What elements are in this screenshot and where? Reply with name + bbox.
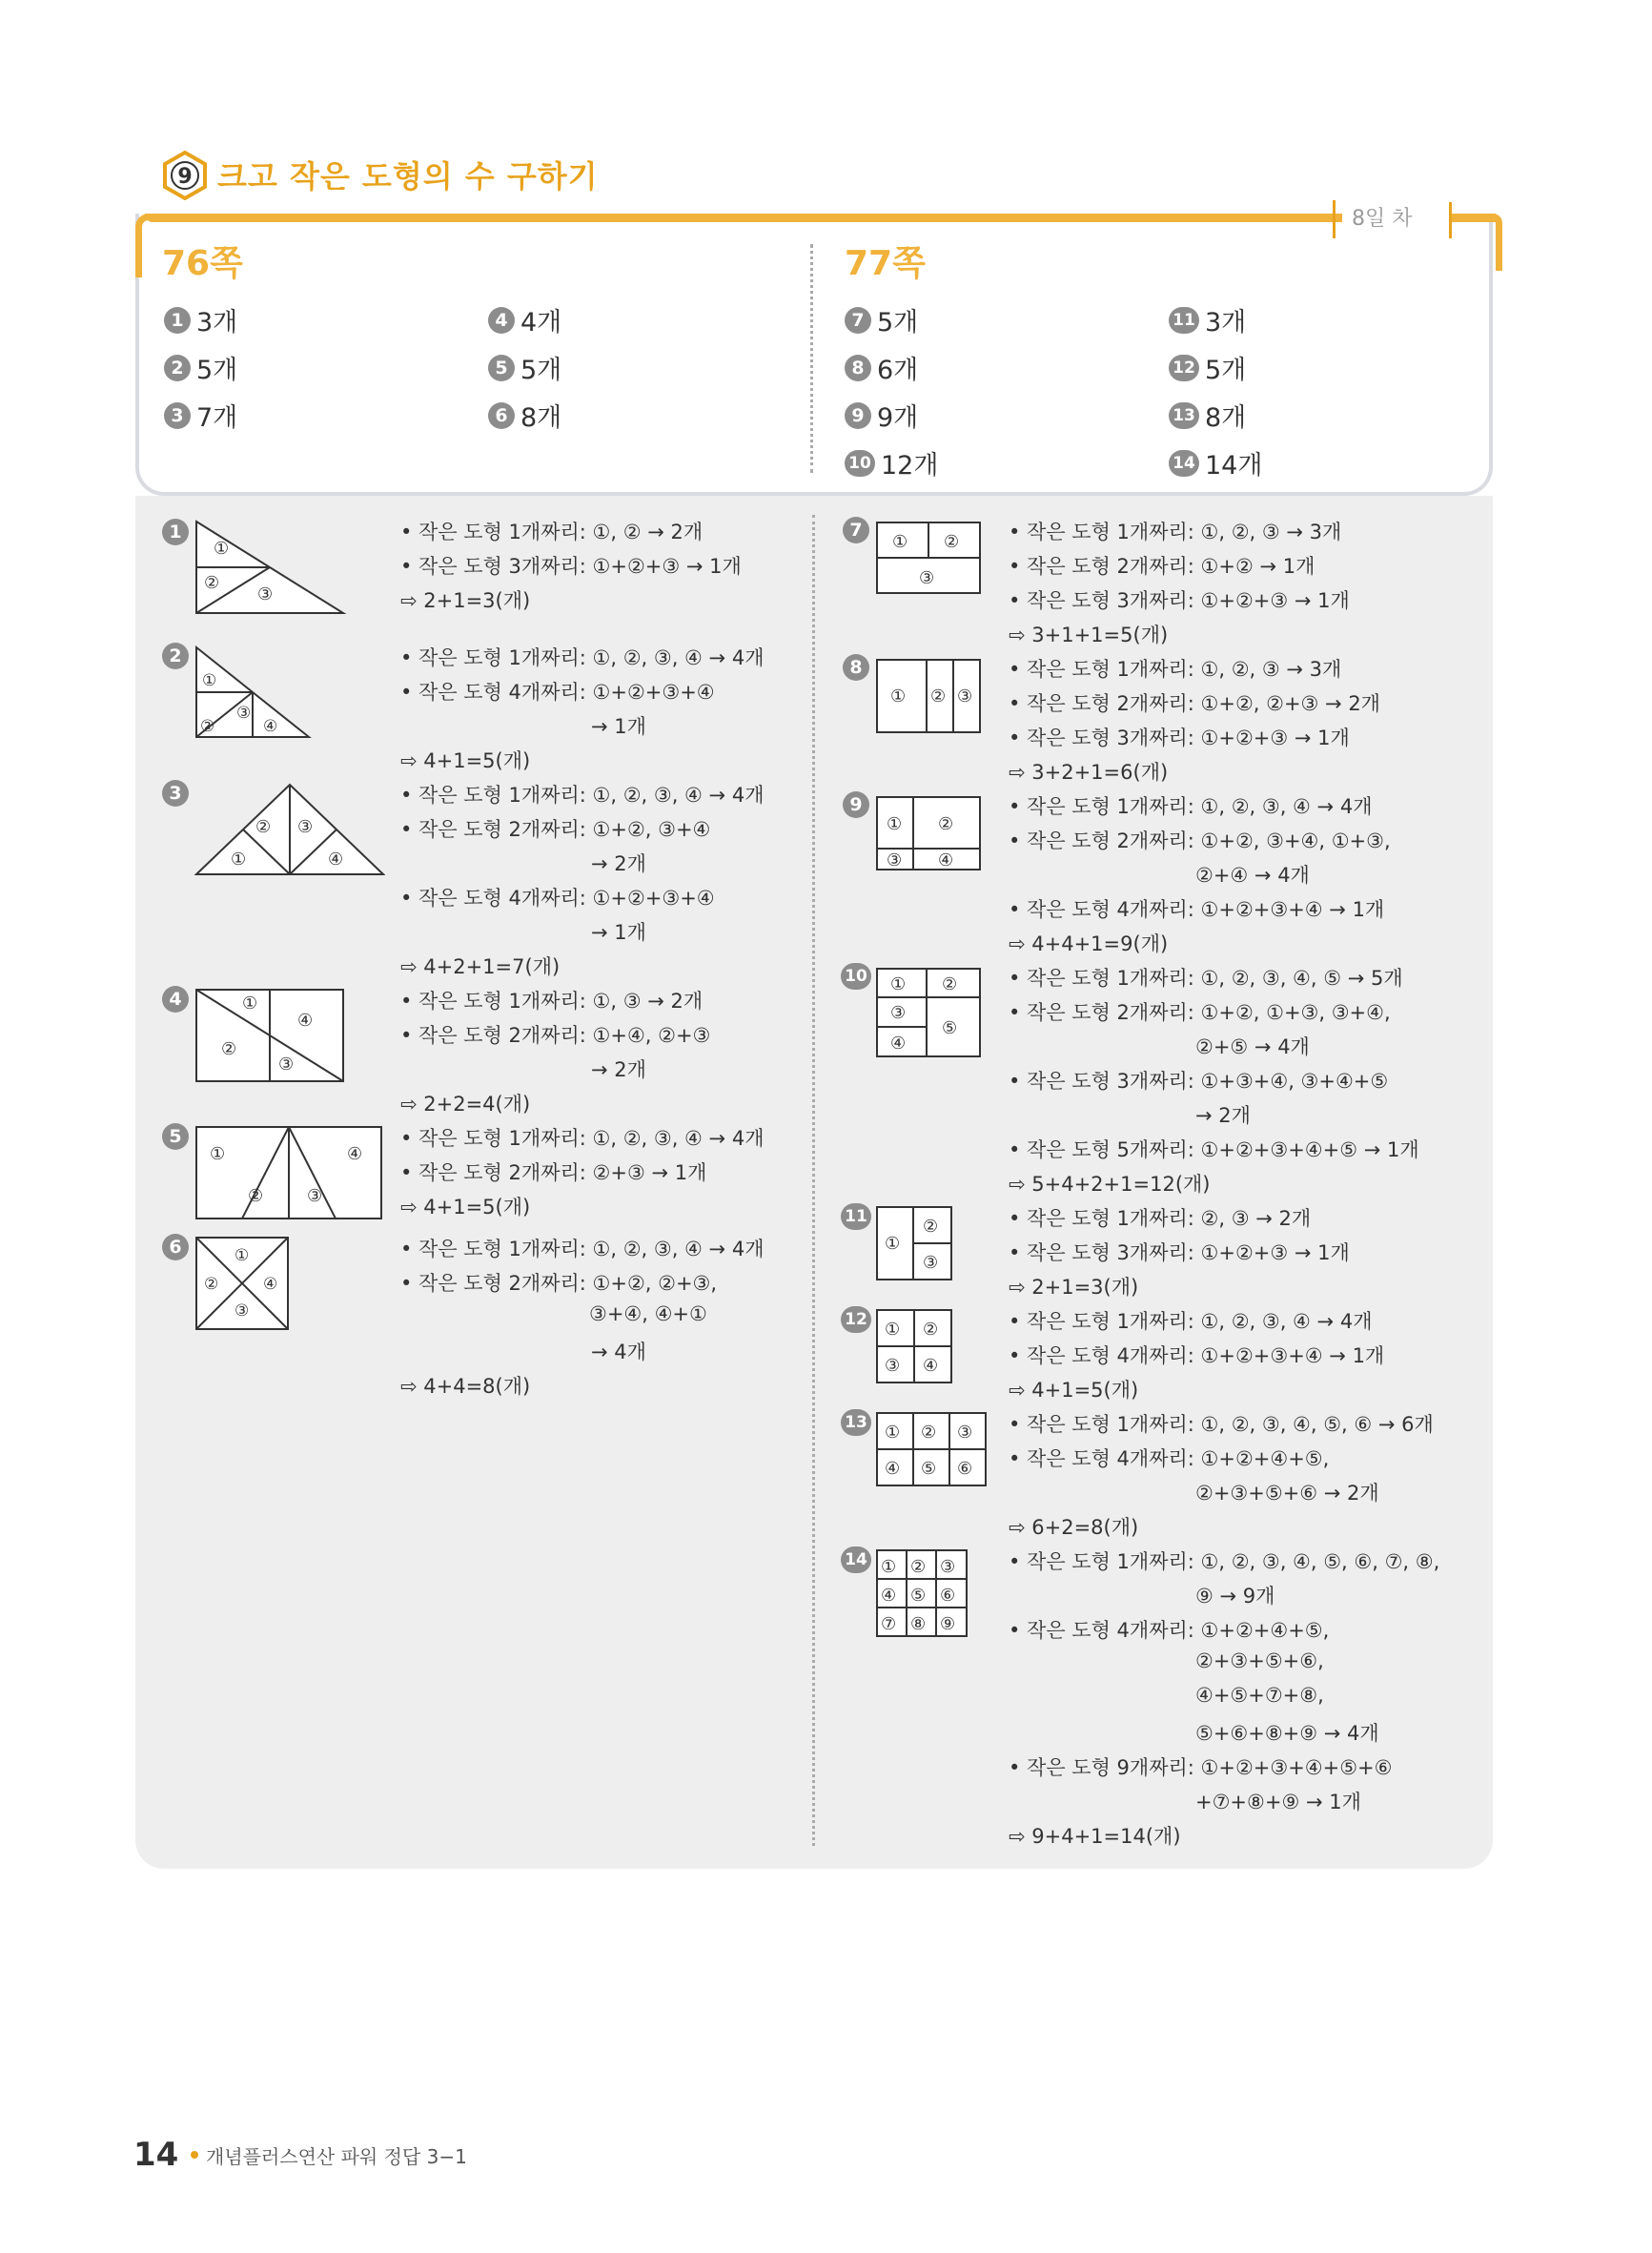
- explanation-line: • 작은 도형 2개짜리: ①+②, ②+③,: [400, 1272, 718, 1295]
- svg-text:①: ①: [885, 1234, 901, 1254]
- svg-text:③: ③: [307, 1186, 323, 1206]
- explanation-line: → 2개: [591, 1058, 646, 1081]
- svg-text:③: ③: [887, 850, 903, 870]
- svg-text:④: ④: [297, 1011, 314, 1031]
- problem-number: 7: [843, 517, 869, 543]
- svg-text:①: ①: [242, 993, 258, 1014]
- explanation-line: ⇨ 4+2+1=7(개): [400, 955, 561, 978]
- svg-text:①: ①: [892, 532, 908, 552]
- svg-text:④: ④: [347, 1144, 363, 1164]
- explanation-line: • 작은 도형 1개짜리: ②, ③ → 2개: [1009, 1207, 1312, 1230]
- svg-text:②: ②: [248, 1186, 264, 1206]
- answer-item: [845, 349, 918, 386]
- explanation-line: • 작은 도형 2개짜리: ①+②, ③+④: [400, 818, 711, 841]
- svg-text:①: ①: [235, 1246, 250, 1265]
- explanation-line: • 작은 도형 1개짜리: ①, ②, ③, ④ → 4개: [1009, 1310, 1373, 1333]
- svg-text:①: ①: [231, 850, 247, 870]
- section-number: 9: [177, 165, 193, 189]
- svg-text:⑤: ⑤: [921, 1459, 937, 1479]
- answer-item: [845, 444, 938, 481]
- explanation-line: ②+⑤ → 4개: [1195, 1035, 1310, 1058]
- explanation-line: ②+④ → 4개: [1195, 864, 1310, 887]
- svg-text:②: ②: [942, 974, 958, 994]
- svg-text:③: ③: [236, 704, 252, 723]
- explanation-line: • 작은 도형 4개짜리: ①+②+④+⑤,: [1009, 1619, 1330, 1642]
- svg-text:④: ④: [923, 1356, 939, 1376]
- answer-value: 7개: [196, 403, 238, 433]
- explanation-line: • 작은 도형 2개짜리: ①+②, ①+③, ③+④,: [1009, 1001, 1391, 1024]
- explanation-line: • 작은 도형 3개짜리: ①+②+③ → 1개: [400, 555, 742, 578]
- explanation-line: • 작은 도형 1개짜리: ①, ③ → 2개: [400, 990, 704, 1013]
- answer-item: [1169, 301, 1246, 338]
- problem-number: 3: [162, 780, 189, 807]
- answer-number: 8: [845, 355, 871, 381]
- frame-tick-left: [1333, 200, 1336, 238]
- explanation-line: ⇨ 2+1=3(개): [400, 589, 531, 612]
- figure-8: [875, 658, 982, 736]
- svg-text:②: ②: [204, 573, 220, 593]
- explanation-line: ⇨ 4+4=8(개): [400, 1375, 531, 1398]
- figure-11: [875, 1205, 955, 1283]
- frame-corner-right: [1482, 214, 1502, 271]
- explanation-line: ⇨ 6+2=8(개): [1009, 1516, 1139, 1539]
- figure-12: [875, 1308, 955, 1386]
- answer-divider: [810, 244, 813, 473]
- explanation-line: +⑦+⑧+⑨ → 1개: [1195, 1791, 1361, 1813]
- svg-text:③: ③: [235, 1301, 250, 1321]
- explanation-line: • 작은 도형 2개짜리: ①+④, ②+③: [400, 1024, 711, 1047]
- answer-item: [164, 349, 237, 386]
- svg-text:①: ①: [881, 1557, 897, 1577]
- answer-item: [488, 397, 561, 434]
- figure-10: [875, 967, 982, 1060]
- answer-value: 5개: [1205, 356, 1247, 385]
- svg-text:④: ④: [938, 850, 954, 870]
- svg-text:②: ②: [944, 532, 960, 552]
- svg-text:①: ①: [210, 1144, 226, 1164]
- answer-number: 14: [1169, 450, 1199, 477]
- page-heading-right: 77쪽: [845, 244, 926, 283]
- explanation-line: ⇨ 9+4+1=14(개): [1009, 1825, 1181, 1848]
- explanation-line: • 작은 도형 5개짜리: ①+②+③+④+⑤ → 1개: [1009, 1138, 1419, 1161]
- svg-text:②: ②: [938, 814, 954, 834]
- svg-text:④: ④: [881, 1586, 897, 1606]
- svg-text:③: ③: [257, 584, 274, 604]
- problem-number: 13: [841, 1409, 871, 1436]
- explanation-line: → 2개: [591, 852, 646, 875]
- figure-5: [194, 1125, 385, 1220]
- explanation-line: ③+④, ④+①: [589, 1302, 707, 1325]
- answer-item: [488, 349, 561, 386]
- explanation-line: ②+③+⑤+⑥ → 2개: [1195, 1482, 1379, 1505]
- answer-number: 1: [164, 307, 191, 334]
- svg-text:①: ①: [202, 671, 217, 690]
- answer-value: 3개: [196, 308, 238, 338]
- answer-value: 6개: [877, 356, 919, 385]
- explanation-line: ⇨ 4+1=5(개): [400, 749, 531, 772]
- explanation-line: → 2개: [1195, 1104, 1251, 1127]
- figure-3: [194, 783, 385, 878]
- explanation-line: • 작은 도형 2개짜리: ①+②, ③+④, ①+③,: [1009, 830, 1391, 852]
- answer-number: 9: [845, 402, 871, 429]
- explanation-line: • 작은 도형 4개짜리: ①+②+③+④ → 1개: [1009, 1344, 1385, 1367]
- answer-frame: [135, 214, 1493, 496]
- explanation-line: → 4개: [591, 1341, 646, 1363]
- svg-text:④: ④: [885, 1459, 901, 1479]
- explanation-line: • 작은 도형 1개짜리: ①, ②, ③, ④ → 4개: [400, 646, 765, 669]
- answer-value: 5개: [877, 308, 919, 338]
- svg-text:⑤: ⑤: [942, 1018, 958, 1038]
- answer-item: [1169, 349, 1246, 386]
- answer-number: 2: [164, 355, 191, 381]
- explanation-line: • 작은 도형 1개짜리: ①, ②, ③ → 3개: [1009, 658, 1342, 681]
- figure-7: [875, 521, 982, 597]
- svg-text:①: ①: [885, 1320, 901, 1340]
- explanation-line: • 작은 도형 2개짜리: ①+②, ②+③ → 2개: [1009, 692, 1380, 715]
- svg-text:③: ③: [923, 1253, 939, 1273]
- explanation-line: ②+③+⑤+⑥,: [1195, 1649, 1324, 1672]
- svg-text:⑥: ⑥: [957, 1459, 973, 1479]
- svg-text:①: ①: [885, 1423, 901, 1443]
- explanation-line: • 작은 도형 1개짜리: ①, ②, ③, ④, ⑤, ⑥, ⑦, ⑧,: [1009, 1550, 1440, 1573]
- problem-number: 14: [841, 1546, 871, 1573]
- svg-text:①: ①: [214, 539, 230, 559]
- svg-text:③: ③: [957, 1423, 973, 1443]
- explanation-line: • 작은 도형 9개짜리: ①+②+③+④+⑤+⑥: [1009, 1756, 1393, 1779]
- answer-number: 4: [488, 307, 515, 334]
- svg-text:②: ②: [930, 686, 947, 707]
- svg-text:③: ③: [297, 817, 314, 837]
- explanation-line: → 1개: [591, 921, 646, 944]
- answer-number: 13: [1169, 402, 1199, 429]
- explanation-line: ⇨ 3+2+1=6(개): [1009, 761, 1169, 784]
- problem-number: 2: [162, 643, 189, 669]
- frame-corner-left: [135, 214, 152, 277]
- footer-title: 개념플러스연산 파워 정답 3−1: [206, 2145, 467, 2168]
- answer-value: 8개: [1205, 403, 1247, 433]
- answer-value: 8개: [520, 403, 562, 433]
- svg-text:⑤: ⑤: [910, 1586, 927, 1606]
- answer-item: [164, 301, 237, 338]
- answer-number: 3: [164, 402, 191, 429]
- svg-text:②: ②: [921, 1423, 937, 1443]
- explanation-line: ⇨ 4+4+1=9(개): [1009, 932, 1169, 955]
- explanation-line: • 작은 도형 1개짜리: ①, ②, ③, ④ → 4개: [400, 1127, 765, 1150]
- problem-number: 5: [162, 1123, 189, 1150]
- answer-number: 12: [1169, 355, 1199, 381]
- answer-item: [845, 301, 918, 338]
- svg-text:②: ②: [923, 1217, 939, 1237]
- section-number-badge: [162, 151, 208, 200]
- svg-text:②: ②: [200, 717, 215, 736]
- explanation-line: ⑨ → 9개: [1195, 1585, 1275, 1608]
- answer-number: 5: [488, 355, 515, 381]
- explanation-line: → 1개: [591, 715, 646, 738]
- explanation-line: • 작은 도형 4개짜리: ①+②+③+④: [400, 887, 715, 910]
- answer-value: 9개: [877, 403, 919, 433]
- svg-text:④: ④: [328, 850, 344, 870]
- explanation-line: ⑤+⑥+⑧+⑨ → 4개: [1195, 1722, 1379, 1745]
- explanation-divider: [812, 515, 815, 1846]
- figure-13: [875, 1411, 989, 1489]
- figure-9: [875, 795, 982, 873]
- svg-text:④: ④: [890, 1034, 907, 1054]
- page-heading-left: 76쪽: [162, 244, 243, 283]
- explanation-line: • 작은 도형 4개짜리: ①+②+③+④ → 1개: [1009, 898, 1385, 921]
- answer-item: [845, 397, 918, 434]
- problem-number: 4: [162, 986, 189, 1013]
- explanation-line: • 작은 도형 3개짜리: ①+②+③ → 1개: [1009, 1241, 1350, 1264]
- figure-1: [194, 520, 347, 617]
- figure-6: [194, 1236, 290, 1331]
- problem-number: 8: [843, 654, 869, 681]
- answer-item: [164, 397, 237, 434]
- svg-text:②: ②: [910, 1557, 927, 1577]
- explanation-line: • 작은 도형 1개짜리: ①, ②, ③, ④, ⑤, ⑥ → 6개: [1009, 1413, 1434, 1436]
- svg-text:③: ③: [957, 686, 973, 707]
- svg-text:⑥: ⑥: [940, 1586, 956, 1606]
- problem-number: 1: [162, 519, 189, 545]
- svg-text:①: ①: [890, 974, 907, 994]
- explanation-line: • 작은 도형 4개짜리: ①+②+③+④: [400, 681, 715, 704]
- svg-text:②: ②: [255, 817, 272, 837]
- svg-text:②: ②: [923, 1320, 939, 1340]
- explanation-line: ⇨ 2+2=4(개): [400, 1093, 531, 1116]
- explanation-line: ⇨ 4+1=5(개): [400, 1196, 531, 1219]
- figure-2: [194, 645, 313, 741]
- svg-text:①: ①: [890, 686, 907, 707]
- explanation-line: • 작은 도형 4개짜리: ①+②+④+⑤,: [1009, 1447, 1330, 1470]
- explanation-line: • 작은 도형 1개짜리: ①, ②, ③, ④ → 4개: [400, 1238, 765, 1260]
- figure-14: [875, 1548, 970, 1640]
- answer-item: [1169, 397, 1246, 434]
- explanation-line: ⇨ 4+1=5(개): [1009, 1379, 1139, 1402]
- explanation-line: ⇨ 3+1+1=5(개): [1009, 624, 1169, 646]
- svg-text:③: ③: [890, 1003, 907, 1023]
- explanation-line: ⇨ 2+1=3(개): [1009, 1276, 1139, 1299]
- section-title: 크고 작은 도형의 수 구하기: [217, 158, 599, 195]
- problem-number: 6: [162, 1234, 189, 1260]
- svg-text:②: ②: [221, 1039, 237, 1059]
- explanation-line: • 작은 도형 3개짜리: ①+②+③ → 1개: [1009, 727, 1350, 749]
- answer-value: 4개: [520, 308, 562, 338]
- answer-number: 10: [845, 450, 875, 477]
- explanation-line: • 작은 도형 3개짜리: ①+②+③ → 1개: [1009, 589, 1350, 612]
- frame-top-line: [145, 214, 1342, 222]
- svg-text:③: ③: [278, 1055, 295, 1075]
- day-label: 8일 차: [1352, 207, 1413, 231]
- explanation-line: ⇨ 5+4+2+1=12(개): [1009, 1173, 1211, 1196]
- svg-text:④: ④: [263, 717, 278, 736]
- explanation-line: • 작은 도형 1개짜리: ①, ②, ③, ④ → 4개: [400, 784, 765, 807]
- answer-value: 3개: [1205, 308, 1247, 338]
- explanation-line: • 작은 도형 3개짜리: ①+③+④, ③+④+⑤: [1009, 1070, 1389, 1093]
- svg-text:③: ③: [885, 1356, 901, 1376]
- svg-text:①: ①: [887, 814, 903, 834]
- svg-text:⑨: ⑨: [940, 1614, 956, 1634]
- explanation-line: • 작은 도형 1개짜리: ①, ②, ③, ④, ⑤ → 5개: [1009, 967, 1403, 990]
- explanation-line: • 작은 도형 2개짜리: ②+③ → 1개: [400, 1161, 707, 1184]
- answer-value: 5개: [520, 356, 562, 385]
- answer-value: 14개: [1205, 451, 1263, 481]
- footer-bullet: [191, 2151, 198, 2159]
- problem-number: 9: [843, 791, 869, 818]
- svg-text:⑦: ⑦: [881, 1614, 897, 1634]
- answer-number: 7: [845, 307, 871, 334]
- answer-number: 6: [488, 402, 515, 429]
- answer-item: [1169, 444, 1262, 481]
- explanation-line: • 작은 도형 1개짜리: ①, ② → 2개: [400, 521, 704, 543]
- figure-4: [194, 988, 347, 1083]
- explanation-line: ④+⑤+⑦+⑧,: [1195, 1684, 1324, 1707]
- answer-number: 11: [1169, 307, 1199, 334]
- problem-number: 10: [841, 963, 871, 990]
- answer-value: 5개: [196, 356, 238, 385]
- problem-number: 12: [841, 1306, 871, 1333]
- page-number: 14: [133, 2136, 179, 2174]
- explanation-line: • 작은 도형 2개짜리: ①+② → 1개: [1009, 555, 1315, 578]
- answer-value: 12개: [881, 451, 939, 481]
- problem-number: 11: [841, 1203, 871, 1230]
- explanation-line: • 작은 도형 1개짜리: ①, ②, ③ → 3개: [1009, 521, 1342, 543]
- svg-text:③: ③: [940, 1557, 956, 1577]
- svg-text:③: ③: [919, 568, 935, 588]
- svg-text:④: ④: [263, 1275, 278, 1294]
- explanation-line: • 작은 도형 1개짜리: ①, ②, ③, ④ → 4개: [1009, 795, 1373, 818]
- svg-text:②: ②: [204, 1275, 219, 1294]
- answer-item: [488, 301, 561, 338]
- svg-text:⑧: ⑧: [910, 1614, 927, 1634]
